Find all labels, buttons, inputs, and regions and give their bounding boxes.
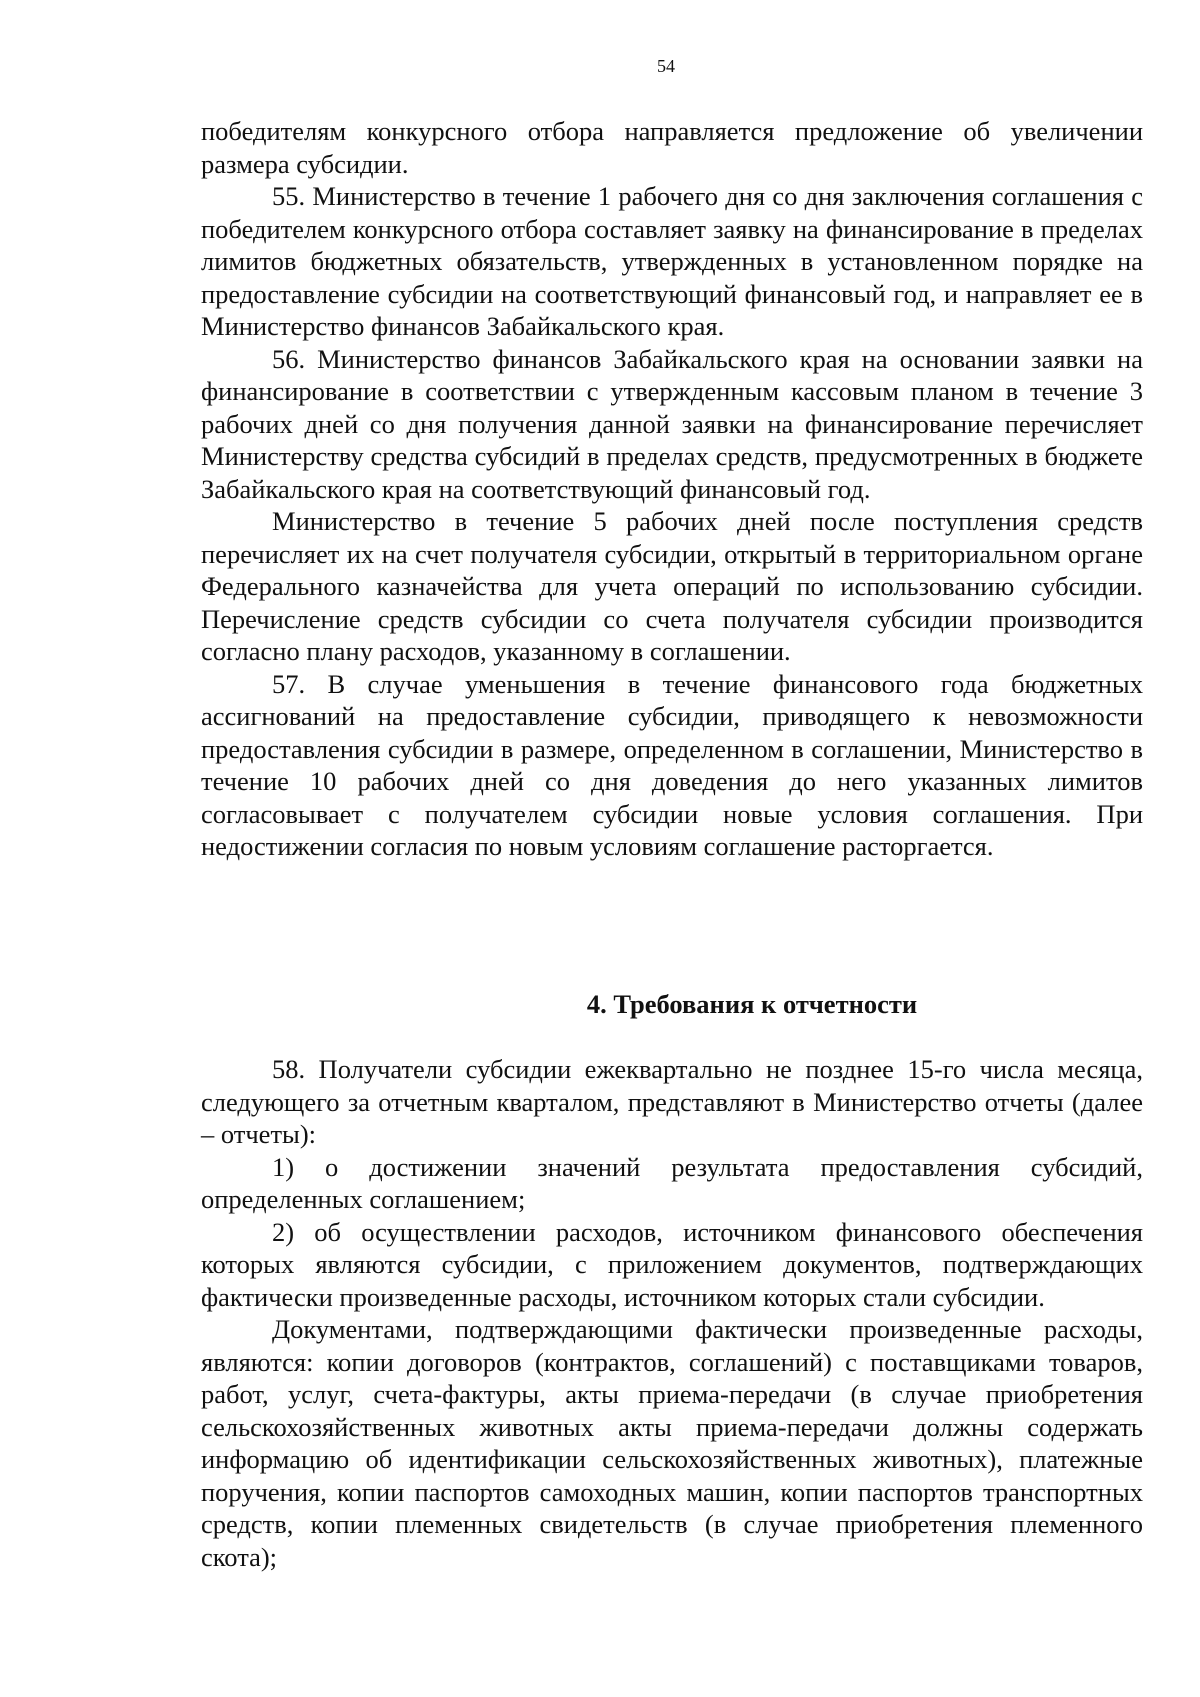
paragraph-56-continuation: Министерство в течение 5 рабочих дней после поступления средств перечисляет их на счет получателя субсидии, открытый в территориальном органе Федерального казначейства для учета операций по использованию субсидии. Перечисление средств субсидии со счета получателя субсидии производится согласно плану расходов, указанному в соглашении. [201,506,1143,666]
paragraph-documents: Документами, подтверждающими фактически произведенные расходы, являются: копии договоров (контрактов, соглашений) с поставщиками товаров, работ, услуг, счета-фактуры, акты приема-передачи (в случае приобретения сельскохозяйственных животных акты приема-передачи должны содержать информацию об идентификации сельскохозяйственных животных), платежные поручения, копии паспортов самоходных машин, копии паспортов транспортных средств, копии племенных свидетельств (в случае приобретения племенного скота); [201,1314,1143,1572]
page-number: 54 [657,56,675,76]
paragraph-55: 55. Министерство в течение 1 рабочего дня со дня заключения соглашения с победителем конкурсного отбора составляет заявку на финансирование в пределах лимитов бюджетных обязательств, утвержденных в установленном порядке на предоставление субсидии на соответствующий финансовый год, и направляет ее в Министерство финансов Забайкальского края. [201,181,1143,341]
list-item-2: 2) об осуществлении расходов, источником финансового обеспечения которых являются субсидии, с приложением документов, подтверждающих фактически произведенные расходы, источником которых стали субсидии. [201,1216,1143,1312]
text-block-before-heading [201,115,1143,863]
list-item-1: 1) о достижении значений результата предоставления субсидий, определенных соглашением; [201,1151,1143,1214]
paragraph-58: 58. Получатели субсидии ежеквартально не позднее 15-го числа месяца, следующего за отчетным кварталом, представляют в Министерство отчеты (далее – отчеты): [201,1054,1143,1149]
paragraph-continuation: победителям конкурсного отбора направляется предложение об увеличении размера субсидии. [201,116,1143,179]
paragraph-57: 57. В случае уменьшения в течение финансового года бюджетных ассигнований на предоставление субсидии, приводящего к невозможности предоставления субсидии в размере, определенном в соглашении, Министерство в течение 10 рабочих дней со дня доведения до него указанных лимитов согласовывает с получателем субсидии новые условия соглашения. При недостижении согласия по новым условиям соглашение расторгается. [201,668,1143,861]
section-heading: 4. Требования к отчетности [586,989,918,1019]
paragraph-56: 56. Министерство финансов Забайкальского края на основании заявки на финансирование в соответствии с утвержденным кассовым планом в течение 3 рабочих дней со дня получения данной заявки на финансирование перечисляет Министерству средства субсидий в пределах средств, предусмотренных в бюджете Забайкальского края на соответствующий финансовый год. [201,343,1143,504]
text-block-after-heading [201,1053,1143,1573]
